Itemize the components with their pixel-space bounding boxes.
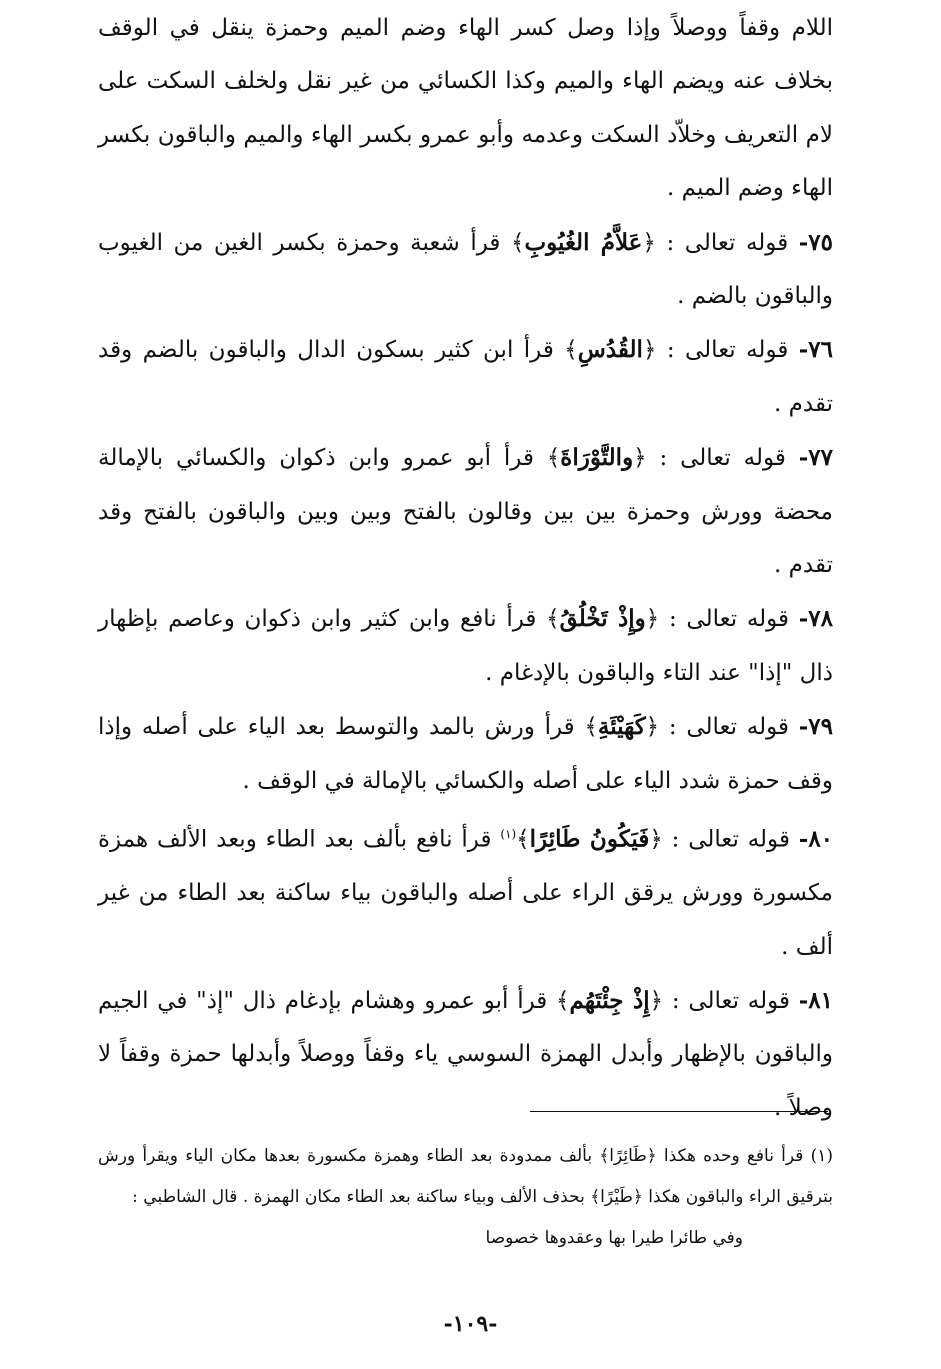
entry-intro: قوله تعالى : bbox=[666, 229, 789, 256]
quran-word: القُدُسِ bbox=[577, 336, 643, 364]
footnote-verse-line bbox=[98, 1218, 833, 1259]
entry-intro: قوله تعالى : bbox=[671, 987, 790, 1014]
quran-word: فَيَكُونُ طَائِرًا bbox=[529, 825, 650, 853]
entry-text: قرأ أبو عمرو وهشام بإدغام ذال "إذ" في الجيم والباقون بالإظهار وأبدل الهمزة السوسي ياء وقفاً ووصلاً وأبدلها حمزة وقفاً لا وصلاً . bbox=[98, 987, 833, 1121]
entry-number: ٧٨- bbox=[798, 605, 833, 633]
entry-number: ٧٥- bbox=[798, 228, 834, 256]
entry-78 bbox=[98, 592, 833, 700]
entry-76 bbox=[98, 323, 833, 431]
entry-text: قرأ شعبة وحمزة بكسر الغين من الغيوب والباقون بالضم . bbox=[98, 229, 833, 310]
quran-word: إِذْ جِئْتَهُم bbox=[569, 986, 650, 1014]
entry-80 bbox=[98, 808, 833, 974]
entry-text: قرأ أبو عمرو وابن ذكوان والكسائي بالإمالة محضة وورش وحمزة بين بين وقالون بالفتح وبين وبين والباقون بالفتح وقد تقدم . bbox=[98, 445, 833, 579]
entry-intro: قوله تعالى : bbox=[668, 606, 790, 633]
close-bracket: ﴾ bbox=[556, 987, 570, 1014]
main-text bbox=[98, 2, 833, 1135]
entry-intro: قوله تعالى : bbox=[671, 826, 790, 853]
quran-word: والتَّوْرَاةَ bbox=[560, 444, 634, 472]
close-bracket: ﴾ bbox=[546, 606, 560, 633]
close-bracket: ﴾ bbox=[546, 445, 561, 472]
entry-number: ٧٦- bbox=[798, 336, 834, 364]
entry-intro: قوله تعالى : bbox=[666, 337, 789, 364]
quran-word: وإِذْ تَخْلُقُ bbox=[559, 605, 646, 633]
open-bracket: ﴿ bbox=[642, 229, 656, 256]
close-bracket: ﴾ bbox=[511, 229, 525, 256]
footnote-divider bbox=[530, 1111, 828, 1112]
entry-number: ٨١- bbox=[798, 986, 834, 1014]
shatibi-verse: وفي طائرا طيرا بها وعقدوها خصوصا bbox=[485, 1228, 743, 1248]
entry-75 bbox=[98, 216, 833, 324]
open-bracket: ﴿ bbox=[649, 826, 663, 853]
footnote-ref[interactable]: (١) bbox=[500, 827, 517, 842]
entry-77 bbox=[98, 431, 833, 592]
quran-word: كَهَيْئَةِ bbox=[597, 713, 646, 741]
open-bracket: ﴿ bbox=[633, 445, 647, 472]
close-bracket: ﴾ bbox=[584, 714, 598, 741]
quran-word: عَلاَّمُ الغُيُوبِ bbox=[524, 228, 643, 256]
entry-number: ٧٩- bbox=[798, 713, 833, 741]
close-bracket: ﴾ bbox=[564, 337, 578, 364]
entry-79 bbox=[98, 700, 833, 808]
entry-text: قرأ نافع بألف بعد الطاء وبعد الألف همزة مكسورة وورش يرقق الراء على أصله والباقون بياء ساكنة بعد الطاء من غير ألف . bbox=[98, 826, 833, 960]
close-bracket: ﴾ bbox=[516, 826, 530, 853]
footnote-marker: (١) bbox=[810, 1146, 833, 1166]
footnote bbox=[98, 1136, 833, 1218]
entry-intro: قوله تعالى : bbox=[668, 714, 789, 741]
open-bracket: ﴿ bbox=[649, 987, 664, 1014]
open-bracket: ﴿ bbox=[642, 337, 657, 364]
open-bracket: ﴿ bbox=[645, 606, 660, 633]
entry-intro: قوله تعالى : bbox=[659, 445, 786, 472]
page-number: -١٠٩- bbox=[443, 1311, 498, 1337]
entry-number: ٨٠- bbox=[798, 825, 834, 853]
entry-number: ٧٧- bbox=[798, 444, 833, 472]
footnote-section bbox=[98, 1136, 833, 1259]
footnote-text: قرأ نافع وحده هكذا ﴿طَائِرًا﴾ بألف ممدودة بعد الطاء وهمزة مكسورة بعدها مكان الياء ويقرأ ورش بترقيق الراء والباقون هكذا ﴿طَيْرًا﴾ بحذف الألف وبياء ساكنة بعد الطاء مكان الهمزة . قال الشاطبي : bbox=[98, 1146, 833, 1207]
continuation-paragraph: اللام وقفاً ووصلاً وإذا وصل كسر الهاء وضم الميم وحمزة ينقل في الوقف بخلاف عنه ويضم الهاء والميم وكذا الكسائي من غير نقل ولخلف السكت على لام التعريف وخلاّد السكت وعدمه وأبو عمرو بكسر الهاء والميم والباقون بكسر الهاء وضم الميم . bbox=[98, 15, 833, 202]
entry-text: قرأ ابن كثير بسكون الدال والباقون بالضم وقد تقدم . bbox=[98, 337, 833, 417]
entry-text: قرأ نافع وابن كثير وابن ذكوان وعاصم بإظهار ذال "إذا" عند التاء والباقون بالإدغام . bbox=[98, 606, 833, 686]
verse-gap bbox=[743, 1218, 833, 1259]
entry-text: قرأ ورش بالمد والتوسط بعد الياء على أصله وإذا وقف حمزة شدد الياء على أصله والكسائي بالإمالة في الوقف . bbox=[98, 714, 833, 794]
open-bracket: ﴿ bbox=[645, 714, 660, 741]
